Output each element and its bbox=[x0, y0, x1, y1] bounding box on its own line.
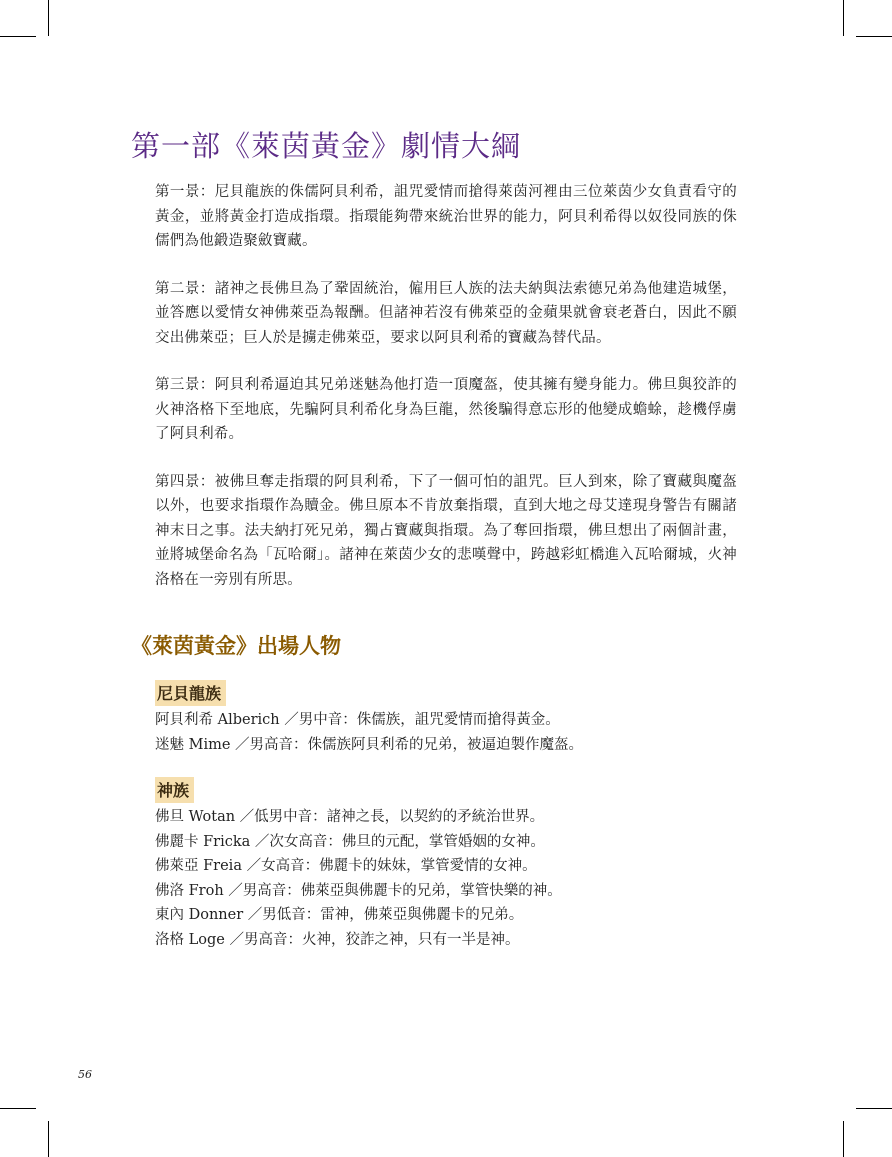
character-entry: 東內 Donner ／男低音：雷神，佛萊亞與佛麗卡的兄弟。 bbox=[155, 907, 524, 923]
crop-mark-top-left-v bbox=[48, 0, 49, 36]
character-entry: 佛萊亞 Freia ／女高音：佛麗卡的妹妹，掌管愛情的女神。 bbox=[155, 858, 537, 874]
scene-2 bbox=[155, 277, 737, 351]
character-group-nibelung bbox=[155, 680, 755, 757]
crop-mark-bottom-right-v bbox=[843, 1121, 844, 1157]
character-entry: 阿貝利希 Alberich ／男中音：侏儒族，詛咒愛情而搶得黃金。 bbox=[155, 712, 560, 728]
crop-mark-bottom-left-v bbox=[48, 1121, 49, 1157]
page-number: 56 bbox=[78, 1068, 92, 1081]
character-entry: 迷魅 Mime ／男高音：侏儒族阿貝利希的兄弟，被逼迫製作魔盔。 bbox=[155, 736, 584, 753]
character-entry: 洛格 Loge ／男高音：火神，狡詐之神，只有一半是神。 bbox=[155, 931, 520, 948]
scene-text: 第二景：諸神之長佛旦為了鞏固統治，僱用巨人族的法夫納與法索德兄弟為他建造城堡，並答應以愛情女神佛萊亞為報酬。但諸神若沒有佛萊亞的金蘋果就會衰老蒼白，因此不願交出佛萊亞；巨人於是擄走佛萊亞，要求以阿貝利希的寶藏為替代品。 bbox=[155, 280, 737, 346]
crop-mark-top-right-h bbox=[856, 36, 892, 37]
characters-heading: 《萊茵黃金》出場人物 bbox=[131, 633, 341, 658]
group-label: 神族 bbox=[155, 777, 194, 803]
crop-mark-top-left-h bbox=[0, 36, 36, 37]
crop-mark-bottom-right-h bbox=[856, 1108, 892, 1109]
character-group-gods bbox=[155, 777, 755, 952]
character-entry: 佛麗卡 Fricka ／次女高音：佛旦的元配，掌管婚姻的女神。 bbox=[155, 833, 545, 850]
page-title: 第一部《萊茵黃金》劇情大綱 bbox=[131, 129, 522, 163]
scene-text: 第一景：尼貝龍族的侏儒阿貝利希，詛咒愛情而搶得萊茵河裡由三位萊茵少女負責看守的黃金，並將黃金打造成指環。指環能夠帶來統治世界的能力，阿貝利希得以奴役同族的侏儒們為他鍛造聚斂寶藏。 bbox=[155, 184, 737, 249]
character-entry: 佛洛 Froh ／男高音：佛萊亞與佛麗卡的兄弟，掌管快樂的神。 bbox=[155, 882, 562, 899]
crop-mark-bottom-left-h bbox=[0, 1108, 36, 1109]
scene-1 bbox=[155, 180, 737, 254]
scene-text: 第四景：被佛旦奪走指環的阿貝利希，下了一個可怕的詛咒。巨人到來，除了寶藏與魔盔以外，也要求指環作為贖金。佛旦原本不肯放棄指環，直到大地之母艾達現身警告有關諸神末日之事。法夫納打死兄弟，獨占寶藏與指環。為了奪回指環，佛旦想出了兩個計畫，並將城堡命名為「瓦哈爾」。諸神在萊茵少女的悲嘆聲中，跨越彩虹橋進入瓦哈爾城，火神洛格在一旁別有所思。 bbox=[155, 473, 737, 588]
scene-text: 第三景：阿貝利希逼迫其兄弟迷魅為他打造一頂魔盔，使其擁有變身能力。佛旦與狡詐的火神洛格下至地底，先騙阿貝利希化身為巨龍，然後騙得意忘形的他變成蟾蜍，趁機俘虜了阿貝利希。 bbox=[155, 377, 737, 442]
crop-mark-top-right-v bbox=[843, 0, 844, 36]
scene-4 bbox=[155, 470, 737, 593]
character-entry: 佛旦 Wotan ／低男中音：諸神之長，以契約的矛統治世界。 bbox=[155, 809, 545, 825]
scene-3 bbox=[155, 373, 737, 447]
synopsis bbox=[155, 180, 737, 615]
group-label: 尼貝龍族 bbox=[155, 680, 226, 706]
